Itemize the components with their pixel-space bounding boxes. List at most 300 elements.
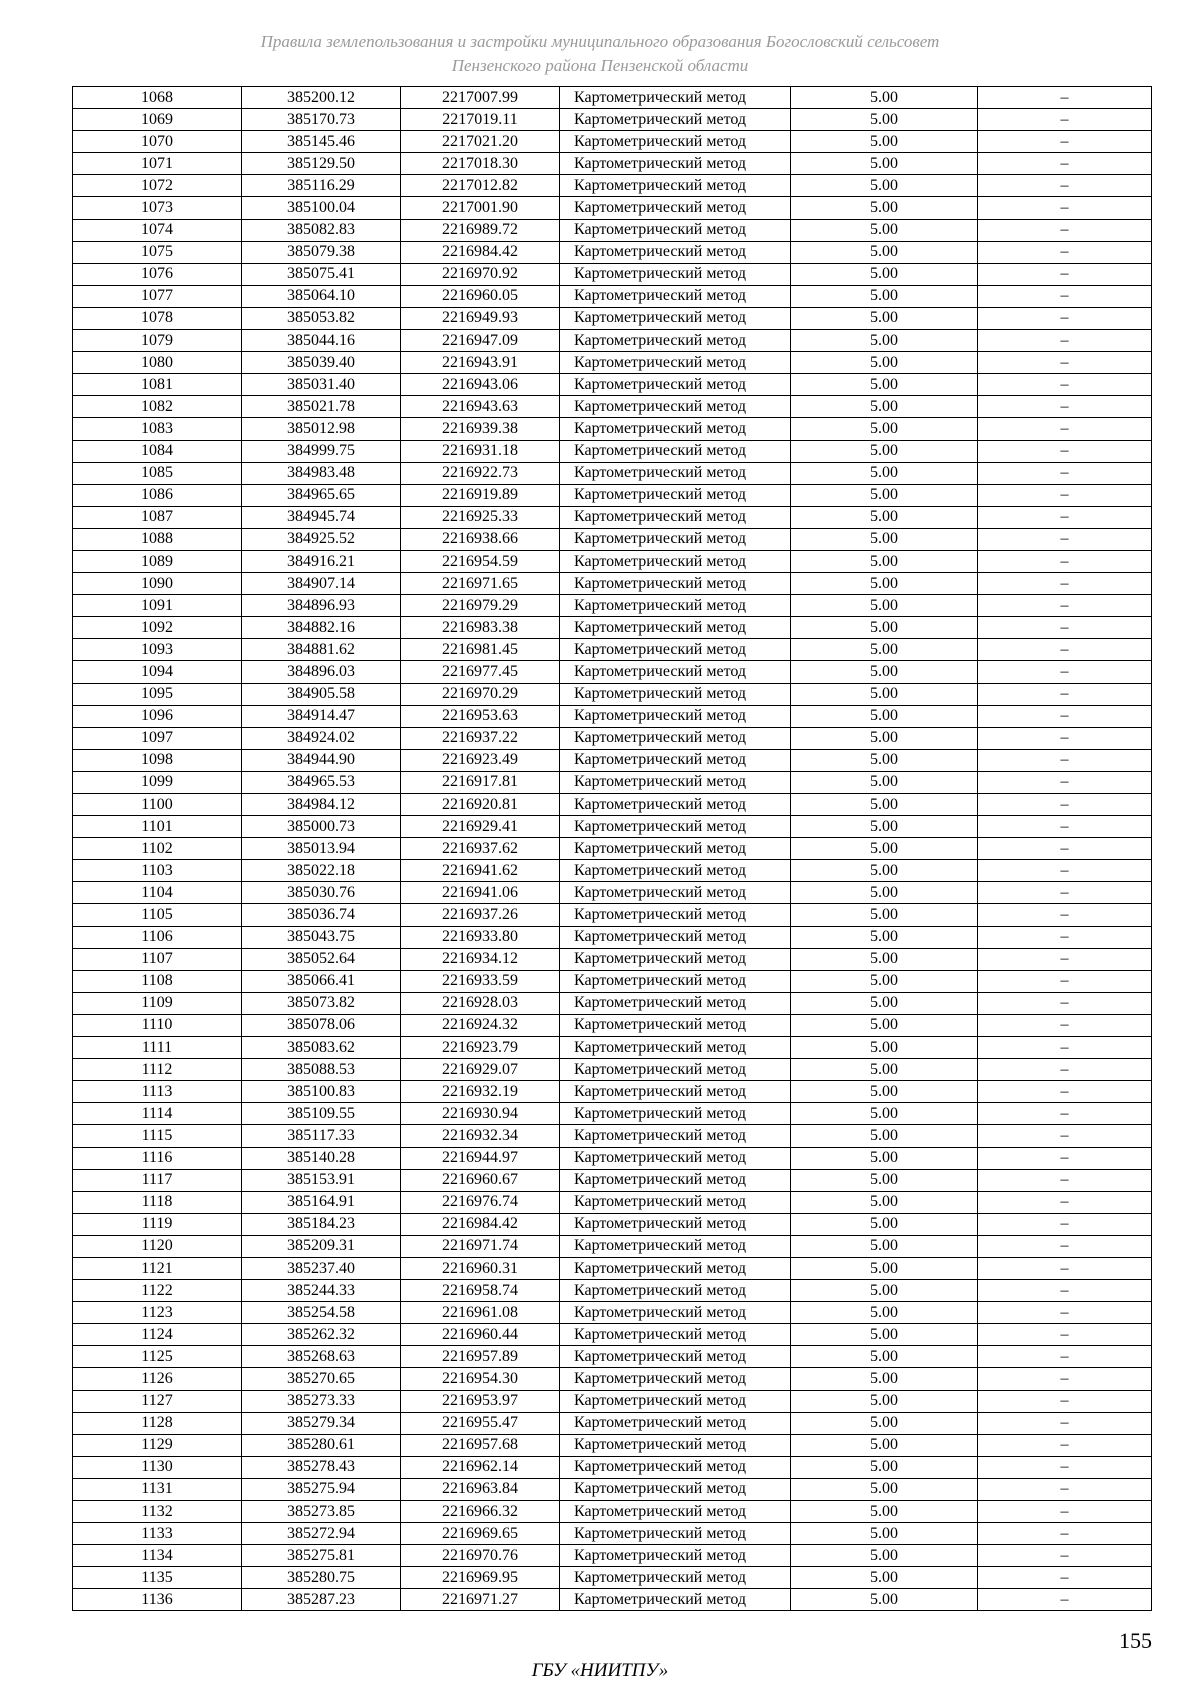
method-cell: Картометрический метод bbox=[560, 330, 791, 352]
description-cell: – bbox=[978, 1280, 1152, 1302]
x-coordinate-cell: 384924.02 bbox=[242, 727, 401, 749]
x-coordinate-cell: 385275.94 bbox=[242, 1478, 401, 1500]
accuracy-cell: 5.00 bbox=[791, 992, 978, 1014]
y-coordinate-cell: 2216960.67 bbox=[401, 1169, 560, 1191]
description-cell: – bbox=[978, 639, 1152, 661]
description-cell: – bbox=[978, 153, 1152, 175]
x-coordinate-cell: 384916.21 bbox=[242, 550, 401, 572]
y-coordinate-cell: 2217019.11 bbox=[401, 109, 560, 131]
method-cell: Картометрический метод bbox=[560, 794, 791, 816]
accuracy-cell: 5.00 bbox=[791, 241, 978, 263]
description-cell: – bbox=[978, 1014, 1152, 1036]
table-row bbox=[73, 882, 1152, 904]
method-cell: Картометрический метод bbox=[560, 639, 791, 661]
accuracy-cell: 5.00 bbox=[791, 1302, 978, 1324]
method-cell: Картометрический метод bbox=[560, 1478, 791, 1500]
accuracy-cell: 5.00 bbox=[791, 396, 978, 418]
x-coordinate-cell: 384944.90 bbox=[242, 749, 401, 771]
table-row bbox=[73, 440, 1152, 462]
accuracy-cell: 5.00 bbox=[791, 926, 978, 948]
description-cell: – bbox=[978, 1456, 1152, 1478]
method-cell: Картометрический метод bbox=[560, 705, 791, 727]
method-cell: Картометрический метод bbox=[560, 1589, 791, 1611]
table-row bbox=[73, 683, 1152, 705]
description-cell: – bbox=[978, 617, 1152, 639]
table-row bbox=[73, 1147, 1152, 1169]
y-coordinate-cell: 2216960.44 bbox=[401, 1324, 560, 1346]
point-number-cell: 1095 bbox=[73, 683, 242, 705]
method-cell: Картометрический метод bbox=[560, 771, 791, 793]
method-cell: Картометрический метод bbox=[560, 153, 791, 175]
description-cell: – bbox=[978, 131, 1152, 153]
accuracy-cell: 5.00 bbox=[791, 374, 978, 396]
method-cell: Картометрический метод bbox=[560, 683, 791, 705]
description-cell: – bbox=[978, 882, 1152, 904]
y-coordinate-cell: 2216947.09 bbox=[401, 330, 560, 352]
x-coordinate-cell: 385079.38 bbox=[242, 241, 401, 263]
table-row bbox=[73, 109, 1152, 131]
table-row bbox=[73, 197, 1152, 219]
accuracy-cell: 5.00 bbox=[791, 948, 978, 970]
table-row bbox=[73, 948, 1152, 970]
method-cell: Картометрический метод bbox=[560, 307, 791, 329]
x-coordinate-cell: 385083.62 bbox=[242, 1037, 401, 1059]
description-cell: – bbox=[978, 1103, 1152, 1125]
point-number-cell: 1111 bbox=[73, 1037, 242, 1059]
x-coordinate-cell: 385209.31 bbox=[242, 1235, 401, 1257]
y-coordinate-cell: 2217021.20 bbox=[401, 131, 560, 153]
y-coordinate-cell: 2216932.19 bbox=[401, 1081, 560, 1103]
x-coordinate-cell: 385039.40 bbox=[242, 352, 401, 374]
point-number-cell: 1115 bbox=[73, 1125, 242, 1147]
point-number-cell: 1118 bbox=[73, 1191, 242, 1213]
y-coordinate-cell: 2216966.32 bbox=[401, 1501, 560, 1523]
description-cell: – bbox=[978, 352, 1152, 374]
y-coordinate-cell: 2216970.29 bbox=[401, 683, 560, 705]
description-cell: – bbox=[978, 462, 1152, 484]
accuracy-cell: 5.00 bbox=[791, 1412, 978, 1434]
description-cell: – bbox=[978, 948, 1152, 970]
table-row bbox=[73, 153, 1152, 175]
y-coordinate-cell: 2216944.97 bbox=[401, 1147, 560, 1169]
point-number-cell: 1096 bbox=[73, 705, 242, 727]
method-cell: Картометрический метод bbox=[560, 617, 791, 639]
y-coordinate-cell: 2216969.65 bbox=[401, 1523, 560, 1545]
point-number-cell: 1130 bbox=[73, 1456, 242, 1478]
table-row bbox=[73, 661, 1152, 683]
y-coordinate-cell: 2216922.73 bbox=[401, 462, 560, 484]
table-row bbox=[73, 1169, 1152, 1191]
x-coordinate-cell: 385000.73 bbox=[242, 816, 401, 838]
table-row bbox=[73, 1523, 1152, 1545]
description-cell: – bbox=[978, 330, 1152, 352]
point-number-cell: 1087 bbox=[73, 506, 242, 528]
description-cell: – bbox=[978, 109, 1152, 131]
accuracy-cell: 5.00 bbox=[791, 904, 978, 926]
y-coordinate-cell: 2216954.59 bbox=[401, 550, 560, 572]
method-cell: Картометрический метод bbox=[560, 1235, 791, 1257]
table-row bbox=[73, 1081, 1152, 1103]
table-row bbox=[73, 1103, 1152, 1125]
point-number-cell: 1097 bbox=[73, 727, 242, 749]
x-coordinate-cell: 385273.33 bbox=[242, 1390, 401, 1412]
table-row bbox=[73, 1125, 1152, 1147]
method-cell: Картометрический метод bbox=[560, 970, 791, 992]
y-coordinate-cell: 2216929.41 bbox=[401, 816, 560, 838]
y-coordinate-cell: 2216919.89 bbox=[401, 484, 560, 506]
page-number: 155 bbox=[1119, 1628, 1152, 1653]
description-cell: – bbox=[978, 263, 1152, 285]
accuracy-cell: 5.00 bbox=[791, 175, 978, 197]
method-cell: Картометрический метод bbox=[560, 1368, 791, 1390]
method-cell: Картометрический метод bbox=[560, 926, 791, 948]
description-cell: – bbox=[978, 749, 1152, 771]
y-coordinate-cell: 2216941.06 bbox=[401, 882, 560, 904]
description-cell: – bbox=[978, 1346, 1152, 1368]
x-coordinate-cell: 385078.06 bbox=[242, 1014, 401, 1036]
method-cell: Картометрический метод bbox=[560, 1191, 791, 1213]
table-row bbox=[73, 904, 1152, 926]
description-cell: – bbox=[978, 285, 1152, 307]
point-number-cell: 1098 bbox=[73, 749, 242, 771]
x-coordinate-cell: 385145.46 bbox=[242, 131, 401, 153]
point-number-cell: 1122 bbox=[73, 1280, 242, 1302]
y-coordinate-cell: 2216939.38 bbox=[401, 418, 560, 440]
accuracy-cell: 5.00 bbox=[791, 1434, 978, 1456]
table-row bbox=[73, 970, 1152, 992]
table-row bbox=[73, 263, 1152, 285]
description-cell: – bbox=[978, 1125, 1152, 1147]
description-cell: – bbox=[978, 705, 1152, 727]
accuracy-cell: 5.00 bbox=[791, 352, 978, 374]
table-row bbox=[73, 87, 1152, 109]
table-row bbox=[73, 838, 1152, 860]
y-coordinate-cell: 2216971.65 bbox=[401, 573, 560, 595]
x-coordinate-cell: 385088.53 bbox=[242, 1059, 401, 1081]
table-row bbox=[73, 1478, 1152, 1500]
point-number-cell: 1079 bbox=[73, 330, 242, 352]
point-number-cell: 1075 bbox=[73, 241, 242, 263]
point-number-cell: 1089 bbox=[73, 550, 242, 572]
description-cell: – bbox=[978, 1147, 1152, 1169]
x-coordinate-cell: 384965.65 bbox=[242, 484, 401, 506]
accuracy-cell: 5.00 bbox=[791, 1059, 978, 1081]
point-number-cell: 1099 bbox=[73, 771, 242, 793]
point-number-cell: 1068 bbox=[73, 87, 242, 109]
accuracy-cell: 5.00 bbox=[791, 1567, 978, 1589]
description-cell: – bbox=[978, 1589, 1152, 1611]
x-coordinate-cell: 385262.32 bbox=[242, 1324, 401, 1346]
table-row bbox=[73, 1368, 1152, 1390]
point-number-cell: 1084 bbox=[73, 440, 242, 462]
accuracy-cell: 5.00 bbox=[791, 683, 978, 705]
x-coordinate-cell: 385036.74 bbox=[242, 904, 401, 926]
y-coordinate-cell: 2216930.94 bbox=[401, 1103, 560, 1125]
method-cell: Картометрический метод bbox=[560, 860, 791, 882]
x-coordinate-cell: 385140.28 bbox=[242, 1147, 401, 1169]
description-cell: – bbox=[978, 1478, 1152, 1500]
accuracy-cell: 5.00 bbox=[791, 1103, 978, 1125]
description-cell: – bbox=[978, 1324, 1152, 1346]
x-coordinate-cell: 385044.16 bbox=[242, 330, 401, 352]
point-number-cell: 1127 bbox=[73, 1390, 242, 1412]
y-coordinate-cell: 2216976.74 bbox=[401, 1191, 560, 1213]
y-coordinate-cell: 2216924.32 bbox=[401, 1014, 560, 1036]
table-row bbox=[73, 1302, 1152, 1324]
method-cell: Картометрический метод bbox=[560, 727, 791, 749]
accuracy-cell: 5.00 bbox=[791, 1501, 978, 1523]
description-cell: – bbox=[978, 904, 1152, 926]
method-cell: Картометрический метод bbox=[560, 882, 791, 904]
x-coordinate-cell: 385075.41 bbox=[242, 263, 401, 285]
accuracy-cell: 5.00 bbox=[791, 727, 978, 749]
accuracy-cell: 5.00 bbox=[791, 661, 978, 683]
y-coordinate-cell: 2216970.76 bbox=[401, 1545, 560, 1567]
method-cell: Картометрический метод bbox=[560, 528, 791, 550]
x-coordinate-cell: 385200.12 bbox=[242, 87, 401, 109]
table-row bbox=[73, 1324, 1152, 1346]
description-cell: – bbox=[978, 970, 1152, 992]
accuracy-cell: 5.00 bbox=[791, 1081, 978, 1103]
accuracy-cell: 5.00 bbox=[791, 1589, 978, 1611]
accuracy-cell: 5.00 bbox=[791, 794, 978, 816]
table-row bbox=[73, 1545, 1152, 1567]
y-coordinate-cell: 2216923.79 bbox=[401, 1037, 560, 1059]
x-coordinate-cell: 384925.52 bbox=[242, 528, 401, 550]
point-number-cell: 1109 bbox=[73, 992, 242, 1014]
x-coordinate-cell: 385237.40 bbox=[242, 1257, 401, 1279]
point-number-cell: 1088 bbox=[73, 528, 242, 550]
accuracy-cell: 5.00 bbox=[791, 1478, 978, 1500]
point-number-cell: 1113 bbox=[73, 1081, 242, 1103]
method-cell: Картометрический метод bbox=[560, 1567, 791, 1589]
method-cell: Картометрический метод bbox=[560, 374, 791, 396]
y-coordinate-cell: 2216943.91 bbox=[401, 352, 560, 374]
y-coordinate-cell: 2216920.81 bbox=[401, 794, 560, 816]
method-cell: Картометрический метод bbox=[560, 1390, 791, 1412]
x-coordinate-cell: 385129.50 bbox=[242, 153, 401, 175]
header-line-1: Правила землепользования и застройки муниципального образования Богословский сельсовет bbox=[260, 32, 940, 51]
point-number-cell: 1077 bbox=[73, 285, 242, 307]
y-coordinate-cell: 2216933.80 bbox=[401, 926, 560, 948]
table-row bbox=[73, 241, 1152, 263]
point-number-cell: 1116 bbox=[73, 1147, 242, 1169]
table-row bbox=[73, 573, 1152, 595]
y-coordinate-cell: 2216925.33 bbox=[401, 506, 560, 528]
y-coordinate-cell: 2216923.49 bbox=[401, 749, 560, 771]
point-number-cell: 1135 bbox=[73, 1567, 242, 1589]
x-coordinate-cell: 384882.16 bbox=[242, 617, 401, 639]
method-cell: Картометрический метод bbox=[560, 396, 791, 418]
table-row bbox=[73, 131, 1152, 153]
y-coordinate-cell: 2216917.81 bbox=[401, 771, 560, 793]
document-header bbox=[0, 30, 1200, 78]
method-cell: Картометрический метод bbox=[560, 1103, 791, 1125]
x-coordinate-cell: 385021.78 bbox=[242, 396, 401, 418]
point-number-cell: 1090 bbox=[73, 573, 242, 595]
point-number-cell: 1071 bbox=[73, 153, 242, 175]
point-number-cell: 1103 bbox=[73, 860, 242, 882]
y-coordinate-cell: 2216984.42 bbox=[401, 1213, 560, 1235]
table-row bbox=[73, 484, 1152, 506]
y-coordinate-cell: 2217001.90 bbox=[401, 197, 560, 219]
accuracy-cell: 5.00 bbox=[791, 197, 978, 219]
x-coordinate-cell: 385153.91 bbox=[242, 1169, 401, 1191]
accuracy-cell: 5.00 bbox=[791, 307, 978, 329]
method-cell: Картометрический метод bbox=[560, 506, 791, 528]
table-row bbox=[73, 1456, 1152, 1478]
description-cell: – bbox=[978, 484, 1152, 506]
accuracy-cell: 5.00 bbox=[791, 528, 978, 550]
y-coordinate-cell: 2216977.45 bbox=[401, 661, 560, 683]
accuracy-cell: 5.00 bbox=[791, 87, 978, 109]
accuracy-cell: 5.00 bbox=[791, 1191, 978, 1213]
method-cell: Картометрический метод bbox=[560, 595, 791, 617]
y-coordinate-cell: 2216949.93 bbox=[401, 307, 560, 329]
method-cell: Картометрический метод bbox=[560, 1523, 791, 1545]
accuracy-cell: 5.00 bbox=[791, 1147, 978, 1169]
x-coordinate-cell: 385117.33 bbox=[242, 1125, 401, 1147]
method-cell: Картометрический метод bbox=[560, 87, 791, 109]
point-number-cell: 1131 bbox=[73, 1478, 242, 1500]
table-row bbox=[73, 727, 1152, 749]
description-cell: – bbox=[978, 1059, 1152, 1081]
description-cell: – bbox=[978, 1191, 1152, 1213]
point-number-cell: 1105 bbox=[73, 904, 242, 926]
y-coordinate-cell: 2216943.63 bbox=[401, 396, 560, 418]
y-coordinate-cell: 2216928.03 bbox=[401, 992, 560, 1014]
method-cell: Картометрический метод bbox=[560, 838, 791, 860]
description-cell: – bbox=[978, 1412, 1152, 1434]
point-number-cell: 1069 bbox=[73, 109, 242, 131]
point-number-cell: 1112 bbox=[73, 1059, 242, 1081]
accuracy-cell: 5.00 bbox=[791, 1213, 978, 1235]
x-coordinate-cell: 384896.93 bbox=[242, 595, 401, 617]
y-coordinate-cell: 2216932.34 bbox=[401, 1125, 560, 1147]
y-coordinate-cell: 2216961.08 bbox=[401, 1302, 560, 1324]
y-coordinate-cell: 2216962.14 bbox=[401, 1456, 560, 1478]
method-cell: Картометрический метод bbox=[560, 1545, 791, 1567]
description-cell: – bbox=[978, 1213, 1152, 1235]
accuracy-cell: 5.00 bbox=[791, 153, 978, 175]
description-cell: – bbox=[978, 241, 1152, 263]
point-number-cell: 1133 bbox=[73, 1523, 242, 1545]
table-row bbox=[73, 1213, 1152, 1235]
description-cell: – bbox=[978, 1257, 1152, 1279]
point-number-cell: 1074 bbox=[73, 219, 242, 241]
accuracy-cell: 5.00 bbox=[791, 1037, 978, 1059]
y-coordinate-cell: 2216937.62 bbox=[401, 838, 560, 860]
point-number-cell: 1132 bbox=[73, 1501, 242, 1523]
accuracy-cell: 5.00 bbox=[791, 506, 978, 528]
x-coordinate-cell: 385170.73 bbox=[242, 109, 401, 131]
method-cell: Картометрический метод bbox=[560, 285, 791, 307]
x-coordinate-cell: 385279.34 bbox=[242, 1412, 401, 1434]
method-cell: Картометрический метод bbox=[560, 1059, 791, 1081]
table-row bbox=[73, 595, 1152, 617]
accuracy-cell: 5.00 bbox=[791, 1235, 978, 1257]
y-coordinate-cell: 2216934.12 bbox=[401, 948, 560, 970]
x-coordinate-cell: 385278.43 bbox=[242, 1456, 401, 1478]
method-cell: Картометрический метод bbox=[560, 1213, 791, 1235]
x-coordinate-cell: 385272.94 bbox=[242, 1523, 401, 1545]
method-cell: Картометрический метод bbox=[560, 948, 791, 970]
point-number-cell: 1083 bbox=[73, 418, 242, 440]
method-cell: Картометрический метод bbox=[560, 1434, 791, 1456]
y-coordinate-cell: 2216983.38 bbox=[401, 617, 560, 639]
method-cell: Картометрический метод bbox=[560, 109, 791, 131]
table-row bbox=[73, 860, 1152, 882]
x-coordinate-cell: 384914.47 bbox=[242, 705, 401, 727]
table-row bbox=[73, 771, 1152, 793]
method-cell: Картометрический метод bbox=[560, 1169, 791, 1191]
method-cell: Картометрический метод bbox=[560, 1412, 791, 1434]
description-cell: – bbox=[978, 595, 1152, 617]
y-coordinate-cell: 2217007.99 bbox=[401, 87, 560, 109]
description-cell: – bbox=[978, 794, 1152, 816]
accuracy-cell: 5.00 bbox=[791, 1523, 978, 1545]
point-number-cell: 1086 bbox=[73, 484, 242, 506]
description-cell: – bbox=[978, 374, 1152, 396]
description-cell: – bbox=[978, 1567, 1152, 1589]
x-coordinate-cell: 385270.65 bbox=[242, 1368, 401, 1390]
description-cell: – bbox=[978, 1302, 1152, 1324]
point-number-cell: 1102 bbox=[73, 838, 242, 860]
description-cell: – bbox=[978, 197, 1152, 219]
table-row bbox=[73, 1191, 1152, 1213]
x-coordinate-cell: 385268.63 bbox=[242, 1346, 401, 1368]
y-coordinate-cell: 2216931.18 bbox=[401, 440, 560, 462]
y-coordinate-cell: 2216938.66 bbox=[401, 528, 560, 550]
description-cell: – bbox=[978, 1523, 1152, 1545]
point-number-cell: 1080 bbox=[73, 352, 242, 374]
description-cell: – bbox=[978, 661, 1152, 683]
y-coordinate-cell: 2216953.97 bbox=[401, 1390, 560, 1412]
description-cell: – bbox=[978, 219, 1152, 241]
y-coordinate-cell: 2216958.74 bbox=[401, 1280, 560, 1302]
table-row bbox=[73, 639, 1152, 661]
point-number-cell: 1106 bbox=[73, 926, 242, 948]
coordinates-table bbox=[72, 86, 1152, 1611]
description-cell: – bbox=[978, 528, 1152, 550]
table-row bbox=[73, 219, 1152, 241]
method-cell: Картометрический метод bbox=[560, 462, 791, 484]
point-number-cell: 1104 bbox=[73, 882, 242, 904]
table-row bbox=[73, 1014, 1152, 1036]
x-coordinate-cell: 385053.82 bbox=[242, 307, 401, 329]
point-number-cell: 1070 bbox=[73, 131, 242, 153]
accuracy-cell: 5.00 bbox=[791, 617, 978, 639]
y-coordinate-cell: 2217012.82 bbox=[401, 175, 560, 197]
point-number-cell: 1125 bbox=[73, 1346, 242, 1368]
y-coordinate-cell: 2216969.95 bbox=[401, 1567, 560, 1589]
table-row bbox=[73, 285, 1152, 307]
accuracy-cell: 5.00 bbox=[791, 1014, 978, 1036]
x-coordinate-cell: 385100.04 bbox=[242, 197, 401, 219]
point-number-cell: 1107 bbox=[73, 948, 242, 970]
accuracy-cell: 5.00 bbox=[791, 219, 978, 241]
x-coordinate-cell: 385064.10 bbox=[242, 285, 401, 307]
point-number-cell: 1124 bbox=[73, 1324, 242, 1346]
x-coordinate-cell: 384881.62 bbox=[242, 639, 401, 661]
x-coordinate-cell: 384983.48 bbox=[242, 462, 401, 484]
point-number-cell: 1094 bbox=[73, 661, 242, 683]
footer-organization: ГБУ «НИИТПУ» bbox=[531, 1660, 669, 1681]
x-coordinate-cell: 385287.23 bbox=[242, 1589, 401, 1611]
y-coordinate-cell: 2216970.92 bbox=[401, 263, 560, 285]
accuracy-cell: 5.00 bbox=[791, 771, 978, 793]
table-row bbox=[73, 1280, 1152, 1302]
